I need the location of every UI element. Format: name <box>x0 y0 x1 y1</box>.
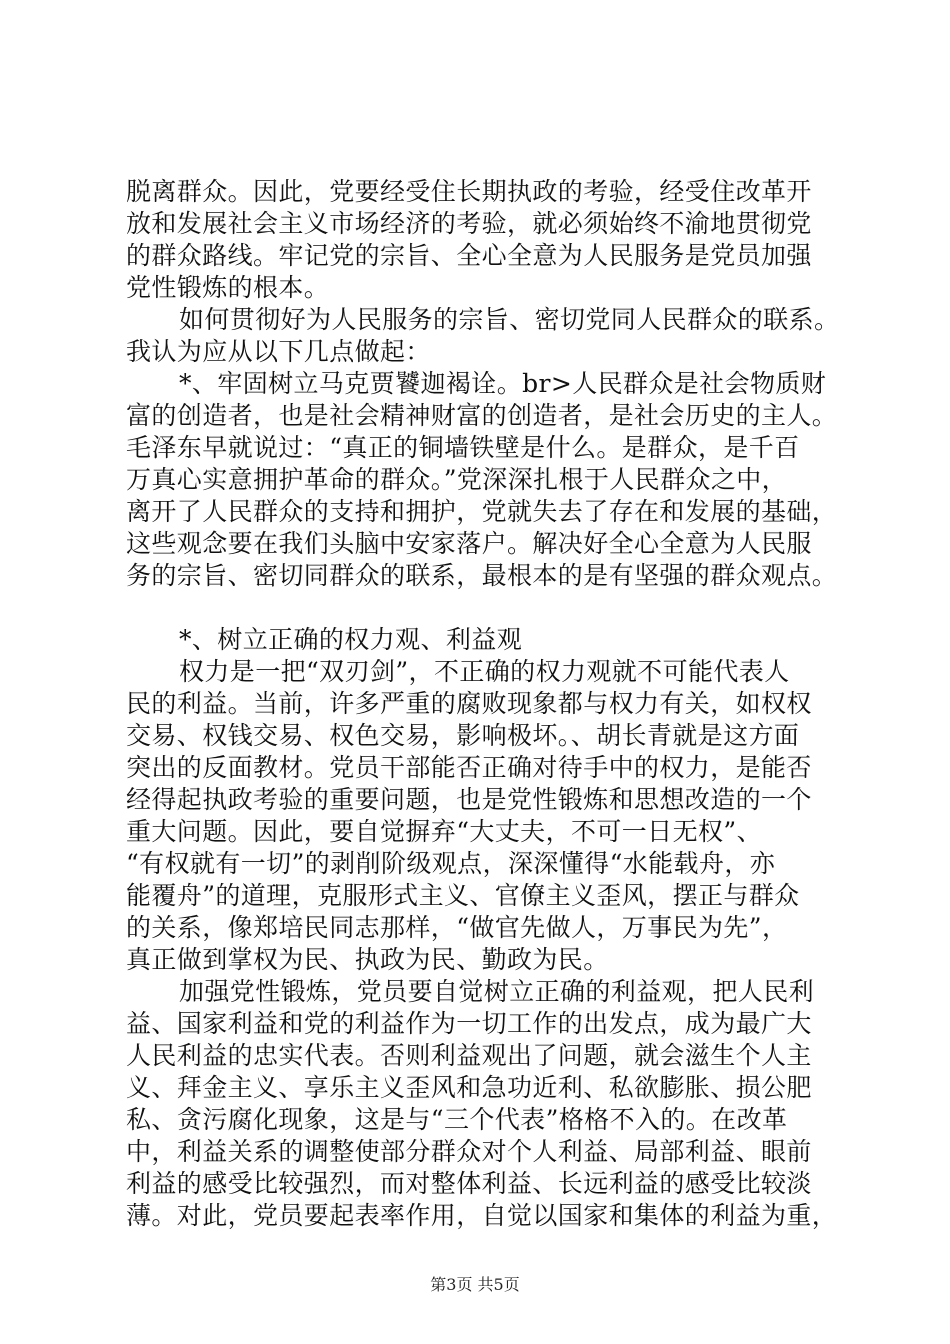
page-number-footer: 第3页 共5页 <box>430 1275 520 1294</box>
text-line: 突出的反面教材。党员干部能否正确对待手中的权力，是能否 <box>126 753 812 782</box>
blank-line <box>126 592 850 624</box>
text-line: 经得起执政考验的重要问题，也是党性锻炼和思想改造的一个 <box>126 785 812 814</box>
text-line: 脱离群众。因此，党要经受住长期执政的考验，经受住改革开 <box>126 177 812 206</box>
text-line: 的关系，像郑培民同志那样，“做官先做人，万事民为先”， <box>126 913 788 942</box>
text-line: 党性锻炼的根本。 <box>126 273 330 302</box>
text-line: 真正做到掌权为民、执政为民、勤政为民。 <box>126 945 609 974</box>
text-line: 能覆舟”的道理，克服形式主义、官僚主义歪风，摆正与群众 <box>126 881 800 910</box>
text-line: 私、贪污腐化现象，这是与“三个代表”格格不入的。在改革 <box>126 1105 788 1134</box>
text-line: 毛泽东早就说过：“真正的铜墙铁壁是什么。是群众，是千百 <box>126 433 800 462</box>
text-line: 民的利益。当前，许多严重的腐败现象都与权力有关，如权权 <box>126 689 812 718</box>
text-line: 利益的感受比较强烈，而对整体利益、长远利益的感受比较淡 <box>126 1169 812 1198</box>
text-line: 如何贯彻好为人民服务的宗旨、密切党同人民群众的联系。 <box>179 305 840 334</box>
text-line: 权力是一把“双刃剑”，不正确的权力观就不可能代表人 <box>179 657 790 686</box>
document-body <box>126 176 850 1232</box>
text-line: 人民利益的忠实代表。否则利益观出了问题，就会滋生个人主 <box>126 1041 812 1070</box>
text-line: “有权就有一切”的剥削阶级观点，深深懂得“水能载舟，亦 <box>126 849 776 878</box>
text-line: 离开了人民群众的支持和拥护，党就失去了存在和发展的基础， <box>126 497 838 526</box>
text-line: 中，利益关系的调整使部分群众对个人利益、局部利益、眼前 <box>126 1137 812 1166</box>
text-line: 重大问题。因此，要自觉摒弃“大丈夫，不可一日无权”、 <box>126 817 762 846</box>
text-line: 薄。对此，党员要起表率作用，自觉以国家和集体的利益为重， <box>126 1201 838 1230</box>
text-line: 万真心实意拥护革命的群众。”党深深扎根于人民群众之中， <box>126 465 788 494</box>
text-line: 义、拜金主义、享乐主义歪风和急功近利、私欲膨胀、损公肥 <box>126 1073 812 1102</box>
text-line: 益、国家利益和党的利益作为一切工作的出发点，成为最广大 <box>126 1009 812 1038</box>
text-line: 富的创造者，也是社会精神财富的创造者，是社会历史的主人。 <box>126 401 838 430</box>
text-line: 交易、权钱交易、权色交易，影响极坏。、胡长青就是这方面 <box>126 721 800 750</box>
text-line: 的群众路线。牢记党的宗旨、全心全意为人民服务是党员加强 <box>126 241 812 270</box>
text-line: 放和发展社会主义市场经济的考验，就必须始终不渝地贯彻党 <box>126 209 812 238</box>
text-line: 我认为应从以下几点做起： <box>126 337 431 366</box>
text-line: 加强党性锻炼，党员要自觉树立正确的利益观，把人民利 <box>179 977 815 1006</box>
text-line: 务的宗旨、密切同群众的联系，最根本的是有坚强的群众观点。 <box>126 561 838 590</box>
text-line: *、树立正确的权力观、利益观 <box>179 625 523 654</box>
text-line: *、牢固树立马克贾饕迦褐诠。br>人民群众是社会物质财 <box>179 369 827 398</box>
text-line: 这些观念要在我们头脑中安家落户。解决好全心全意为人民服 <box>126 529 812 558</box>
